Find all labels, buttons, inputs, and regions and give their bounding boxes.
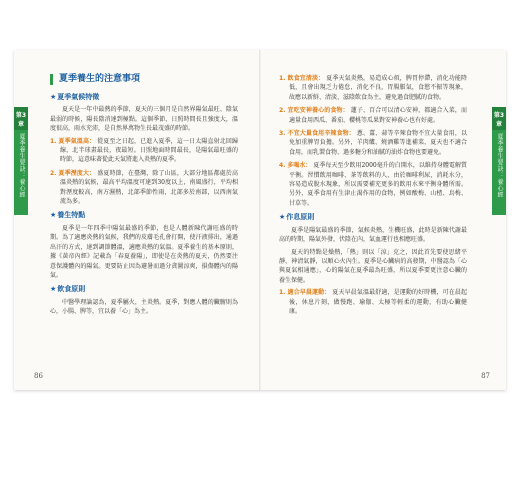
paragraph: 夏天是一年中最熱的季節，夏天的三個月是自然界陽氣最旺、陰氣最弱的時候，陽長陰消達到極點。這個季節，日照時間長且強度大，溫度很高，雨水充沛，是自然界萬物生長最茂盛的時節。 [50,106,238,133]
chapter-tab-number: 第3章 [14,107,28,130]
item-text: 蔥、薑、蒜等辛辣食物不宜大量食用，以免加重脾胃負擔。另外，羊肉爐、燒酒雞等進補菜，夏天也不適合食用，而乳製食物、過多糖分和油膩的油炸食物也要避免。 [289,130,467,156]
item-text: 從夏至之日起，已進入夏季，這一日太陽直射北回歸線，北半球畫最長，夜最短。日照地面時間最長，是陽氣最旺盛的時節，這意味著從此天氣將進入炎熱的夏季。 [60,137,238,164]
section-heading-text: 夏季氣候特徵 [57,93,100,101]
left-page [50,74,238,320]
item-text: 蓮子、百合可以清心安神，都適合入菜，而適量食用西瓜、番茄、櫻桃等瓜果對安神養心也有好處。 [289,107,467,124]
paragraph: 中醫學理論認為，夏季屬火，主炎熱。夏季，對應人體的臟腑則為心，小腸、脾等，宜以養「心」為主。 [50,298,238,316]
chapter-tab-title: 夏季養生要訣：養心經 [496,133,503,198]
section-heading-text: 飲食原則 [57,285,86,294]
chapter-tab-left [14,107,28,215]
item-number: 3. [279,130,286,138]
item-number: 1. [279,75,286,82]
item-number: 2. [50,169,57,177]
item-label: 飲食宜清淡： [287,75,325,82]
item-text: 夏季每天至少飲用2000毫升的白開水，以維持身體電解質平衡。習慣飲用咖啡、茶等飲料的人，由於咖啡利尿，消耗水分，容易造成脫水現象，所以需要補充更多的飲用水來平衡身體所需。另外，夏季食用有生津止渴作用的食物，例如酸梅、山楂、烏梅、甘草等。 [289,162,467,207]
section-heading-diet [50,285,238,294]
item-label: 不宜大量食用辛辣食物： [287,130,355,138]
list-item [50,137,238,165]
page-title: 夏季養生的注意事項 [50,74,238,85]
paragraph: 夏天的特點是燥熱，「熱」則以「涼」克之，因此首先要使思緒平靜，神清氣靜，以順心火內生。夏季是心臟病的高發期，中醫認為「心與夏氣相通應」，心的陽氣在夏季最為旺盛，所以夏季要更注意心臟的養生保健。 [279,248,467,284]
star-icon: ★ [50,211,57,220]
chapter-tab-right [492,107,506,215]
item-text: 夏季天氣炎熱，易造成心煩，脾胃停滯，消化功能降低，且會出現乏力倦怠，消化不良，胃腸脹氣，食慾不振等現象，故應以新鮮、清淡、滋陰飲食為主，避免過食肥膩的食物。 [289,75,467,101]
list-item [279,74,467,102]
item-label: 適合早晨運動： [287,289,331,297]
list-item [279,106,467,125]
paragraph: 夏季是一年四季中陽氣最盛的季節，也是人體新陳代謝旺盛的時期。為了適應炎熱的氣候，我們的皮膚毛孔會打開，使汗液排出，通過出汗的方式，達到調節體溫，適應炎熱的氣溫。夏季養生的基本原則，據《黃帝內經》記載為「春夏養陽」，即使是在炎熱的夏天，仍然要注意保護體內的陽氣。更要防止因為避暑而過分貪圖涼爽，損傷體內的陽氣。 [50,224,238,279]
item-number: 4. [279,162,286,170]
section-heading-routine [279,213,467,222]
list-item [279,288,467,316]
section-heading-climate [50,93,238,102]
star-icon: ★ [50,93,57,101]
item-number: 2. [279,107,286,115]
book-spread [14,50,506,390]
paragraph: 夏季是陽氣最盛的季節，氣候炎熱，生機旺盛，此時是新陳代謝最高的時期，陽氣外發，伏陰在內，氣血運行也相應旺盛。 [279,226,467,244]
page-number-right: 87 [481,372,490,380]
chapter-tab-number: 第3章 [492,107,506,130]
page-number-left: 86 [34,372,43,380]
list-item [279,129,467,157]
item-number: 1. [279,289,286,297]
star-icon: ★ [279,213,286,222]
list-item [279,161,467,208]
section-heading-text: 作息原則 [286,213,315,222]
section-heading-features [50,211,238,220]
item-label: 宜吃安神養心的食物： [287,107,349,115]
item-number: 1. [50,137,57,145]
star-icon: ★ [50,285,57,294]
book-gutter [259,50,261,390]
item-text: 盛夏時節，在臺灣，除了山區，大部分地區都處於高溫炎熱的氣候，最高平均溫度可達到30度以上，南風盛行，平均相對溼度較高，南方濕熱，北部季節性雨，北部多於南部，以西南氣流為多。 [60,169,238,206]
chapter-tab-title: 夏季養生要訣：養心經 [18,133,25,198]
list-item [50,169,238,207]
item-label: 夏季氣溫高： [58,137,96,145]
item-label: 夏季溼度大： [58,169,96,177]
right-page [279,74,467,320]
item-text: 夏天早晨氣溫最舒適，是運動的好時機，可在晨起後，休息片刻，做慢跑、瑜伽、太極等輕柔的運動，有助心臟健康。 [289,289,467,315]
section-heading-text: 養生特點 [57,211,86,220]
item-label: 多喝水： [287,162,312,170]
